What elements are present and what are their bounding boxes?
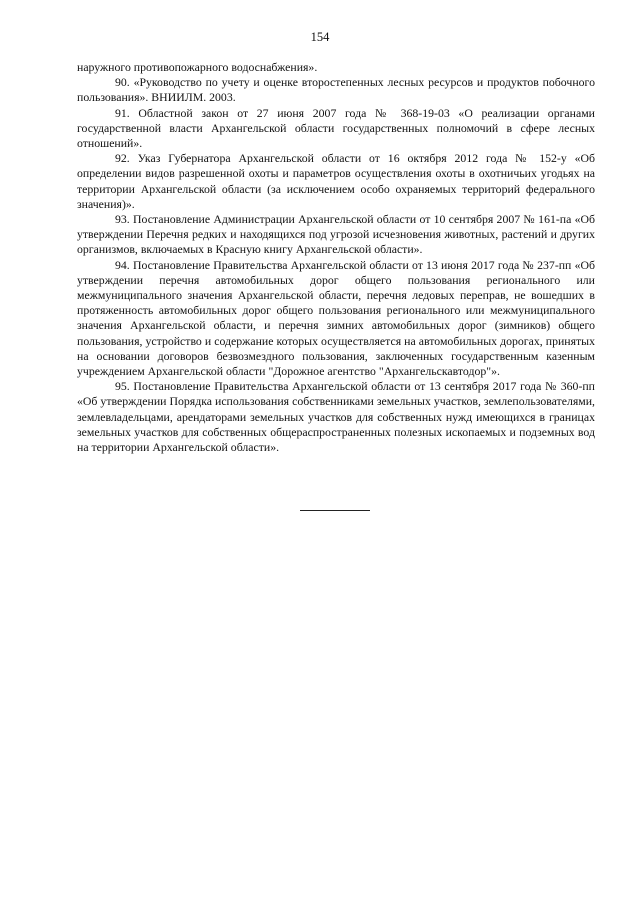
paragraph-item-93: 93. Постановление Администрации Архангельской области от 10 сентября 2007 № 161-па «Об утверждении Перечня редких и находящихся под угрозой исчезновения животных, растений и других организмов, включаемых в Красную книгу Архангельской области». [77,212,595,257]
paragraph-item-90: 90. «Руководство по учету и оценке второстепенных лесных ресурсов и продуктов побочного пользования». ВНИИЛМ. 2003. [77,75,595,105]
end-divider [300,510,370,511]
paragraph-continuation: наружного противопожарного водоснабжения». [77,60,318,74]
paragraph-item-91: 91. Областной закон от 27 июня 2007 года № 368-19-03 «О реализации органами государственной власти Архангельской области государственных полномочий в сфере лесных отношений». [77,105,595,151]
paragraph-item-95: 95. Постановление Правительства Архангельской области от 13 сентября 2017 года № 360-пп «Об утверждении Порядка использования собственниками земельных участков, землепользователями, землевладельцами, арендаторами земельных участков для собственных нужд имеющихся в границах земельных участков для собственных общераспространенных полезных ископаемых и подземных вод на территории Архангельской области». [77,379,595,455]
page-number: 154 [310,30,330,44]
paragraph-item-92: 92. Указ Губернатора Архангельской области от 16 октября 2012 года № 152-у «Об определении видов разрешенной охоты и параметров осуществления охоты в охотничьих угодьях на территории Архангельской области (за исключением особо охраняемых территорий федерального значения)». [77,151,595,211]
paragraph-item-94: 94. Постановление Правительства Архангельской области от 13 июня 2017 года № 237-пп «Об утверждении перечня автомобильных дорог общего пользования регионального или межмуниципального значения Архангельской области, перечня ледовых переправ, не вошедших в протяженность автомобильных дорог общего пользования регионального или межмуниципального значения Архангельской области, и перечня зимних автомобильных дорог (зимников) общего пользования, устройство и содержание которых осуществляется на автомобильных дорогах, принятых на основании договоров безвозмездного пользования, заключенных государственным казенным учреждением Архангельской области "Дорожное агентство "Архангельскавтодор"». [77,257,595,379]
document-body [77,60,595,455]
